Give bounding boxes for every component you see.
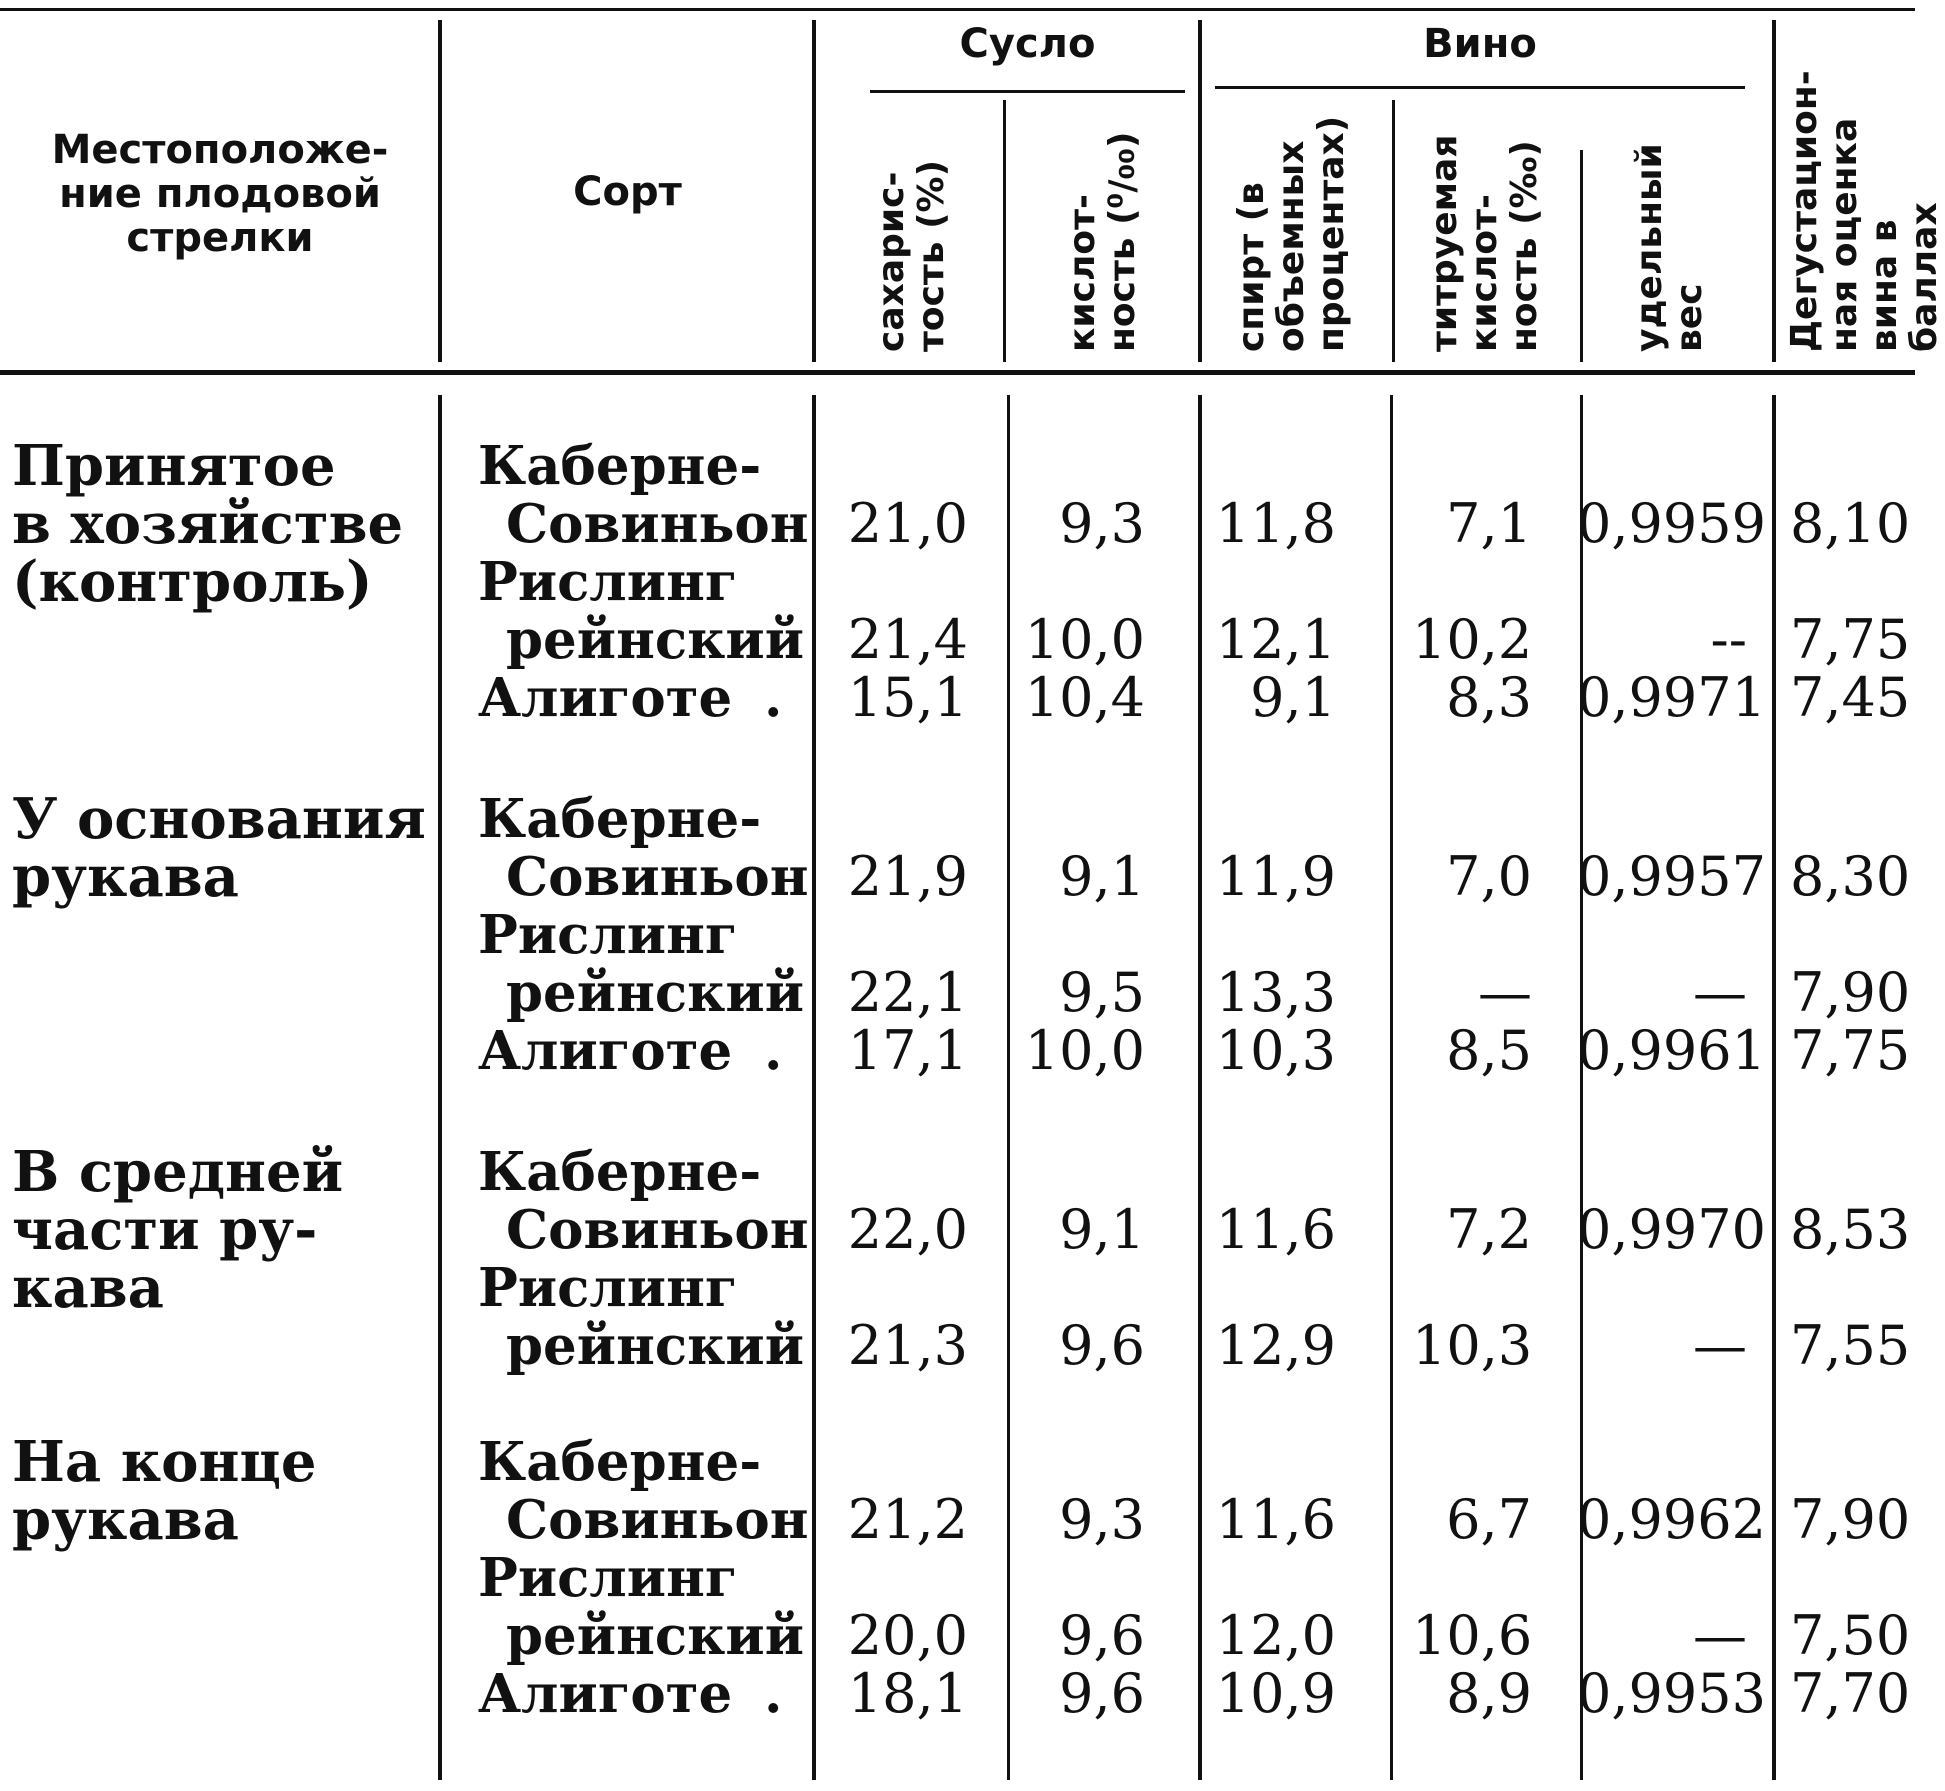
cell-alcohol: 12,9 (1215, 1314, 1336, 1377)
cell-tasting-score: 7,75 (1790, 1019, 1911, 1082)
header-sep-3 (1003, 100, 1006, 362)
cell-tasting-score: 8,10 (1790, 492, 1911, 555)
variety-cell: Алиготе . (478, 1020, 783, 1082)
cell-sugar: 20,0 (847, 1604, 968, 1667)
header-sep-6 (1580, 150, 1583, 362)
cell-titratable-acidity: 8,9 (1446, 1662, 1532, 1725)
variety-cell: Рислинг рейнский (478, 1547, 805, 1667)
variety-cell: Каберне- Совиньон (478, 435, 809, 555)
leader-dot: . (764, 1663, 783, 1725)
cell-titratable-acidity: 7,1 (1446, 492, 1532, 555)
body-sep-4 (1198, 395, 1202, 1780)
header-sep-5 (1392, 100, 1395, 362)
cell-tasting-score: 7,45 (1790, 666, 1911, 729)
cell-sugar: 21,2 (847, 1488, 968, 1551)
variety-cell: Рислинг рейнский (478, 904, 805, 1024)
cell-must-acidity: 10,0 (1024, 1019, 1145, 1082)
cell-must-acidity: 9,3 (1059, 1488, 1145, 1551)
cell-must-acidity: 9,1 (1059, 1198, 1145, 1261)
header-tasting-score: Дегустацион- ная оценка вина в баллах (1784, 70, 1945, 352)
cell-must-acidity: 9,6 (1059, 1604, 1145, 1667)
header-must: Сусло (959, 21, 1096, 67)
header-specific-gravity: удельный вес (1629, 143, 1710, 352)
cell-titratable-acidity: 10,2 (1412, 608, 1533, 671)
cell-titratable-acidity: 10,6 (1412, 1604, 1533, 1667)
cell-alcohol: 10,3 (1215, 1019, 1336, 1082)
cell-alcohol: 12,0 (1215, 1604, 1336, 1667)
cell-specific-gravity: — (1693, 1604, 1747, 1667)
body-sep-3 (1007, 395, 1010, 1780)
cell-must-acidity: 10,0 (1024, 608, 1145, 671)
header-must-acidity: кислот- ность (⁰/₀₀) (1062, 131, 1143, 352)
cell-sugar: 17,1 (847, 1019, 968, 1082)
cell-titratable-acidity: — (1478, 961, 1532, 1024)
cell-alcohol: 12,1 (1215, 608, 1336, 671)
variety-cell: Каберне- Совиньон (478, 788, 809, 908)
cell-alcohol: 11,6 (1215, 1198, 1336, 1261)
cell-sugar: 15,1 (847, 666, 968, 729)
cell-sugar: 21,4 (847, 608, 968, 671)
cell-titratable-acidity: 8,5 (1446, 1019, 1532, 1082)
header-titratable-acidity: титруемая кислот- ность (‰) (1424, 134, 1545, 352)
variety-cell: Алиготе . (478, 1663, 783, 1725)
cell-must-acidity: 10,4 (1024, 666, 1145, 729)
body-sep-7 (1772, 395, 1776, 1780)
cell-alcohol: 11,6 (1215, 1488, 1336, 1551)
cell-specific-gravity: 0,9970 (1577, 1198, 1766, 1261)
cell-titratable-acidity: 7,0 (1446, 845, 1532, 908)
cell-sugar: 21,9 (847, 845, 968, 908)
variety-cell: Рислинг рейнский (478, 1257, 805, 1377)
cell-alcohol: 13,3 (1215, 961, 1336, 1024)
cell-alcohol: 11,9 (1215, 845, 1336, 908)
cell-sugar: 22,0 (847, 1198, 968, 1261)
header-sep-7 (1772, 20, 1776, 362)
cell-titratable-acidity: 8,3 (1446, 666, 1532, 729)
header-wine: Вино (1423, 21, 1537, 67)
cell-must-acidity: 9,6 (1059, 1662, 1145, 1725)
cell-must-acidity: 9,6 (1059, 1314, 1145, 1377)
cell-sugar: 22,1 (847, 961, 968, 1024)
header-sugar: сахарис- тость (%) (871, 159, 952, 352)
cell-tasting-score: 7,70 (1790, 1662, 1911, 1725)
cell-specific-gravity: 0,9959 (1577, 492, 1766, 555)
cell-tasting-score: 7,55 (1790, 1314, 1911, 1377)
cell-titratable-acidity: 10,3 (1412, 1314, 1533, 1377)
wine-subheader-rule (1215, 86, 1745, 89)
cell-specific-gravity: — (1693, 961, 1747, 1024)
cell-titratable-acidity: 7,2 (1446, 1198, 1532, 1261)
body-sep-5 (1390, 395, 1393, 1780)
variety-cell: Алиготе . (478, 667, 783, 729)
cell-sugar: 18,1 (847, 1662, 968, 1725)
group-location: В средней части ру- кава (12, 1139, 344, 1321)
cell-specific-gravity: 0,9961 (1577, 1019, 1766, 1082)
header-alcohol: спирт (в объемных процентах) (1231, 115, 1352, 352)
group-location: У основания рукава (12, 786, 426, 910)
cell-specific-gravity: 0,9962 (1577, 1488, 1766, 1551)
cell-must-acidity: 9,1 (1059, 845, 1145, 908)
cell-tasting-score: 8,30 (1790, 845, 1911, 908)
cell-specific-gravity: 0,9953 (1577, 1662, 1766, 1725)
cell-alcohol: 11,8 (1215, 492, 1336, 555)
body-sep-6 (1580, 395, 1583, 1780)
cell-tasting-score: 7,90 (1790, 1488, 1911, 1551)
cell-specific-gravity: — (1693, 1314, 1747, 1377)
variety-cell: Рислинг рейнский (478, 551, 805, 671)
leader-dot: . (764, 1020, 783, 1082)
header-sep-2 (812, 20, 816, 362)
cell-titratable-acidity: 6,7 (1446, 1488, 1532, 1551)
header-sep-4 (1198, 20, 1202, 362)
cell-sugar: 21,0 (847, 492, 968, 555)
leader-dot: . (764, 667, 783, 729)
header-sep-1 (438, 20, 442, 362)
cell-specific-gravity: 0,9957 (1577, 845, 1766, 908)
top-rule (0, 8, 1915, 11)
cell-specific-gravity: -- (1710, 608, 1747, 671)
must-subheader-rule (870, 90, 1185, 93)
cell-tasting-score: 7,75 (1790, 608, 1911, 671)
cell-alcohol: 9,1 (1250, 666, 1336, 729)
cell-tasting-score: 7,90 (1790, 961, 1911, 1024)
cell-alcohol: 10,9 (1215, 1662, 1336, 1725)
header-location: Местоположе- ние плодовой стрелки (51, 127, 389, 261)
header-variety: Сорт (573, 169, 682, 215)
cell-tasting-score: 8,53 (1790, 1198, 1911, 1261)
cell-must-acidity: 9,3 (1059, 492, 1145, 555)
variety-cell: Каберне- Совиньон (478, 1141, 809, 1261)
group-location: Принятое в хозяйстве (контроль) (12, 433, 404, 615)
group-location: На конце рукава (12, 1429, 317, 1553)
variety-cell: Каберне- Совиньон (478, 1431, 809, 1551)
cell-sugar: 21,3 (847, 1314, 968, 1377)
cell-specific-gravity: 0,9971 (1577, 666, 1766, 729)
cell-must-acidity: 9,5 (1059, 961, 1145, 1024)
header-bottom-rule (0, 370, 1915, 375)
body-sep-1 (438, 395, 442, 1780)
cell-tasting-score: 7,50 (1790, 1604, 1911, 1667)
body-sep-2 (812, 395, 816, 1780)
